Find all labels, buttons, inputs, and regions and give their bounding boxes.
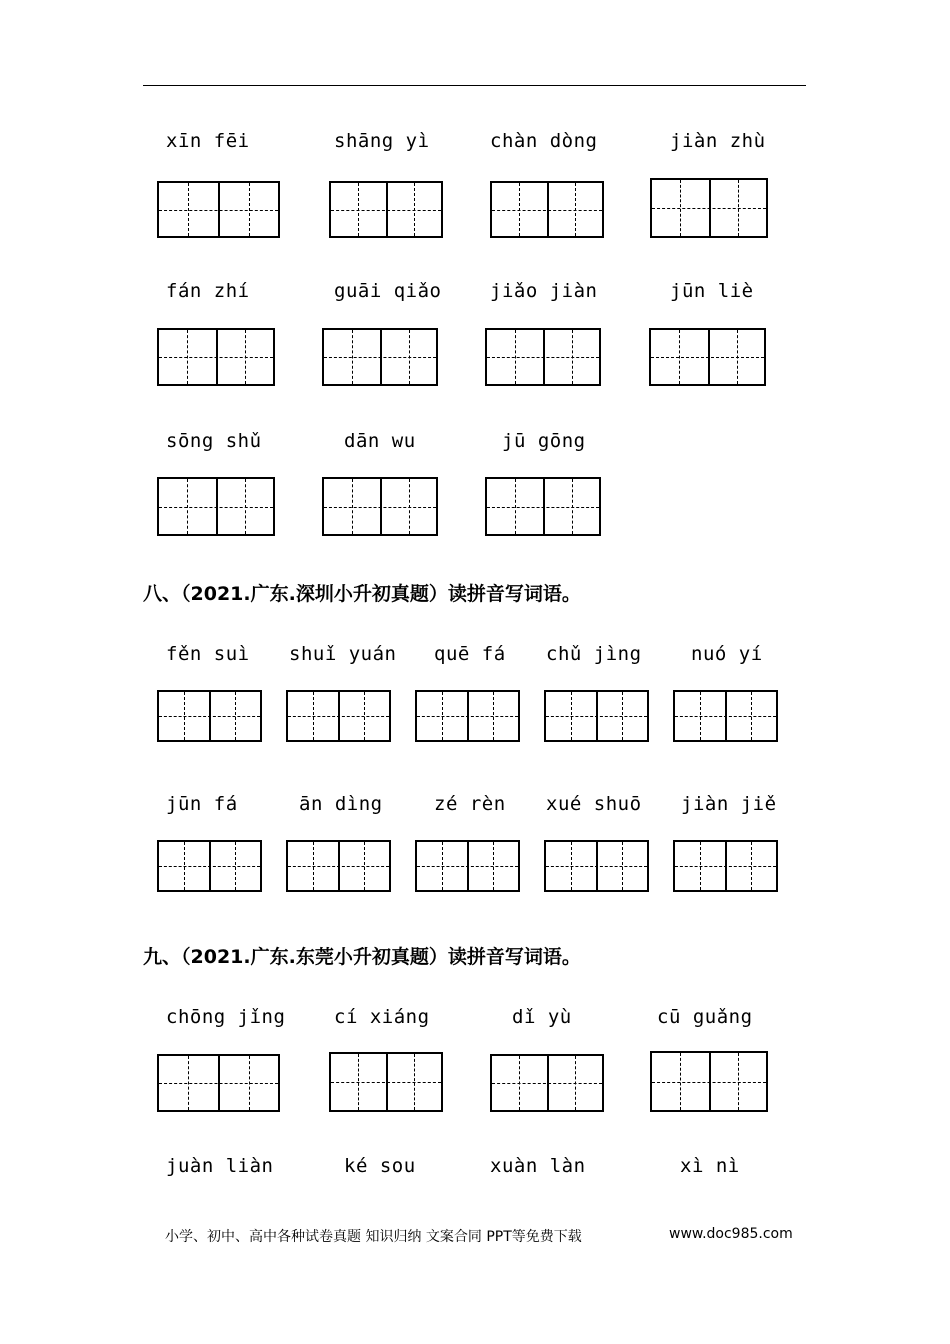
- writing-grid[interactable]: [490, 1054, 604, 1112]
- writing-grid[interactable]: [157, 477, 275, 536]
- writing-grid[interactable]: [415, 690, 520, 742]
- pinyin-label: cū guǎng: [657, 1006, 753, 1028]
- writing-grid[interactable]: [329, 1052, 443, 1112]
- writing-grid[interactable]: [673, 840, 778, 892]
- top-rule: [143, 85, 806, 86]
- writing-grid[interactable]: [544, 690, 649, 742]
- pinyin-label: jū gōng: [502, 430, 586, 452]
- section-9-title: 九、（2021.广东.东莞小升初真题）读拼音写词语。: [143, 946, 581, 968]
- writing-grid[interactable]: [673, 690, 778, 742]
- writing-grid[interactable]: [415, 840, 520, 892]
- section-8-title: 八、（2021.广东.深圳小升初真题）读拼音写词语。: [143, 583, 581, 605]
- footer-text: 小学、初中、高中各种试卷真题 知识归纳 文案合同 PPT等免费下载: [165, 1229, 582, 1245]
- writing-grid[interactable]: [157, 1054, 280, 1112]
- pinyin-label: xì nì: [680, 1155, 740, 1177]
- writing-grid[interactable]: [329, 181, 443, 238]
- pinyin-label: ān dìng: [299, 793, 383, 815]
- pinyin-label: cí xiáng: [334, 1006, 430, 1028]
- footer-url[interactable]: www.doc985.com: [669, 1226, 793, 1242]
- pinyin-label: guāi qiǎo: [334, 280, 442, 302]
- pinyin-label: juàn liàn: [166, 1155, 274, 1177]
- writing-grid[interactable]: [649, 328, 766, 386]
- pinyin-label: xuàn làn: [490, 1155, 586, 1177]
- pinyin-label: jūn fá: [166, 793, 238, 815]
- pinyin-label: xué shuō: [546, 793, 642, 815]
- writing-grid[interactable]: [157, 181, 280, 238]
- writing-grid[interactable]: [157, 840, 262, 892]
- pinyin-label: fěn suì: [166, 643, 250, 665]
- pinyin-label: xīn fēi: [166, 130, 250, 152]
- writing-grid[interactable]: [485, 477, 601, 536]
- pinyin-label: shuǐ yuán: [289, 643, 397, 665]
- pinyin-label: dān wu: [344, 430, 416, 452]
- pinyin-label: sōng shǔ: [166, 430, 262, 452]
- pinyin-label: zé rèn: [434, 793, 506, 815]
- writing-grid[interactable]: [157, 328, 275, 386]
- pinyin-label: fán zhí: [166, 280, 250, 302]
- pinyin-label: quē fá: [434, 643, 506, 665]
- pinyin-label: chàn dòng: [490, 130, 598, 152]
- pinyin-label: chōng jǐng: [166, 1006, 286, 1028]
- pinyin-label: ké sou: [344, 1155, 416, 1177]
- pinyin-label: chǔ jìng: [546, 643, 642, 665]
- pinyin-label: nuó yí: [691, 643, 763, 665]
- pinyin-label: jiǎo jiàn: [490, 280, 598, 302]
- writing-grid[interactable]: [650, 1051, 768, 1112]
- writing-grid[interactable]: [322, 477, 438, 536]
- writing-grid[interactable]: [157, 690, 262, 742]
- writing-grid[interactable]: [650, 178, 768, 238]
- writing-grid[interactable]: [322, 328, 438, 386]
- pinyin-label: shāng yì: [334, 130, 430, 152]
- writing-grid[interactable]: [544, 840, 649, 892]
- writing-grid[interactable]: [286, 840, 391, 892]
- pinyin-label: dǐ yù: [512, 1006, 572, 1028]
- writing-grid[interactable]: [490, 181, 604, 238]
- writing-grid[interactable]: [286, 690, 391, 742]
- pinyin-label: jiàn zhù: [670, 130, 766, 152]
- writing-grid[interactable]: [485, 328, 601, 386]
- pinyin-label: jūn liè: [670, 280, 754, 302]
- pinyin-label: jiàn jiě: [681, 793, 777, 815]
